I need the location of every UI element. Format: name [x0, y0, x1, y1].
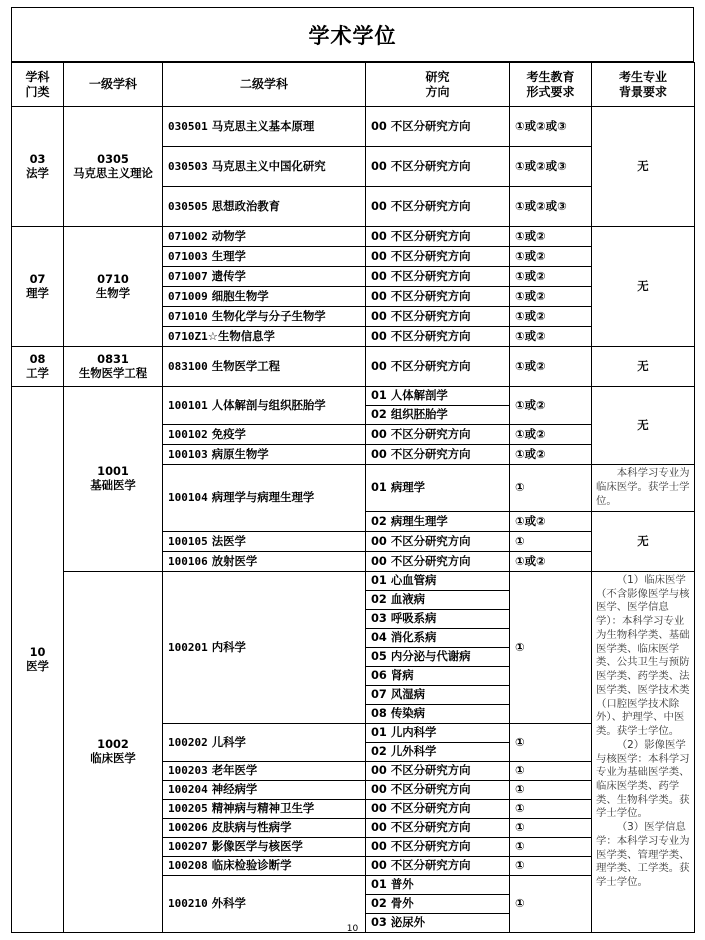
edu-cell: ①或② [510, 267, 592, 287]
edu-cell: ①或② [510, 445, 592, 465]
edu-cell: ①或② [510, 512, 592, 532]
second-discipline-cell: 100204 神经病学 [163, 781, 366, 800]
second-discipline-cell: 100106 放射医学 [163, 552, 366, 572]
bg-cell: 无 [592, 107, 695, 227]
direction-cell: 00 不区分研究方向 [366, 819, 510, 838]
bg-cell: 无 [592, 347, 695, 387]
direction-cell: 00 不区分研究方向 [366, 287, 510, 307]
direction-cell: 01 心血管病 [366, 572, 510, 591]
direction-cell: 00 不区分研究方向 [366, 857, 510, 876]
direction-cell: 00 不区分研究方向 [366, 762, 510, 781]
first-discipline-cell: 0831 生物医学工程 [64, 347, 163, 387]
second-discipline-cell: 100203 老年医学 [163, 762, 366, 781]
header-second: 二级学科 [163, 63, 366, 107]
second-discipline-cell: 100104 病理学与病理生理学 [163, 465, 366, 532]
direction-cell: 00 不区分研究方向 [366, 800, 510, 819]
direction-cell: 07 风湿病 [366, 686, 510, 705]
direction-cell: 00 不区分研究方向 [366, 347, 510, 387]
header-first: 一级学科 [64, 63, 163, 107]
edu-cell: ①或② [510, 287, 592, 307]
edu-cell: ①或② [510, 387, 592, 425]
bg-note-cell: 本科学习专业为临床医学。获学士学位。 [592, 465, 695, 512]
second-discipline-cell: 071010 生物化学与分子生物学 [163, 307, 366, 327]
direction-cell: 00 不区分研究方向 [366, 838, 510, 857]
direction-cell: 00 不区分研究方向 [366, 227, 510, 247]
direction-cell: 01 儿内科学 [366, 724, 510, 743]
direction-cell: 00 不区分研究方向 [366, 445, 510, 465]
second-discipline-cell: 071002 动物学 [163, 227, 366, 247]
table-row [12, 227, 695, 247]
edu-cell: ①或② [510, 307, 592, 327]
second-discipline-cell: 030503 马克思主义中国化研究 [163, 147, 366, 187]
direction-cell: 06 肾病 [366, 667, 510, 686]
edu-cell: ① [510, 876, 592, 933]
header-direction: 研究 方向 [366, 63, 510, 107]
category-cell: 10 医学 [12, 387, 64, 933]
direction-cell: 00 不区分研究方向 [366, 327, 510, 347]
second-discipline-cell: 083100 生物医学工程 [163, 347, 366, 387]
edu-cell: ① [510, 800, 592, 819]
page-number: 10 [346, 924, 359, 934]
direction-cell: 08 传染病 [366, 705, 510, 724]
header-edu: 考生教育 形式要求 [510, 63, 592, 107]
edu-cell: ①或② [510, 227, 592, 247]
direction-cell: 00 不区分研究方向 [366, 781, 510, 800]
edu-cell: ① [510, 857, 592, 876]
edu-cell: ① [510, 532, 592, 552]
edu-cell: ①或② [510, 552, 592, 572]
second-discipline-cell: 100103 病原生物学 [163, 445, 366, 465]
second-discipline-cell: 100208 临床检验诊断学 [163, 857, 366, 876]
direction-cell: 02 儿外科学 [366, 743, 510, 762]
edu-cell: ①或②或③ [510, 147, 592, 187]
edu-cell: ①或② [510, 327, 592, 347]
bg-cell: 无 [592, 387, 695, 465]
direction-cell: 00 不区分研究方向 [366, 187, 510, 227]
direction-cell: 00 不区分研究方向 [366, 107, 510, 147]
direction-cell: 00 不区分研究方向 [366, 147, 510, 187]
second-discipline-cell: 071003 生理学 [163, 247, 366, 267]
direction-cell: 02 骨外 [366, 895, 510, 914]
direction-cell: 00 不区分研究方向 [366, 532, 510, 552]
direction-cell: 00 不区分研究方向 [366, 425, 510, 445]
second-discipline-cell: 100102 免疫学 [163, 425, 366, 445]
first-discipline-cell: 1002 临床医学 [64, 572, 163, 933]
direction-cell: 02 血液病 [366, 591, 510, 610]
direction-cell: 03 呼吸系病 [366, 610, 510, 629]
second-discipline-cell: 030501 马克思主义基本原理 [163, 107, 366, 147]
second-discipline-cell: 100205 精神病与精神卫生学 [163, 800, 366, 819]
edu-cell: ①或② [510, 425, 592, 445]
direction-cell: 00 不区分研究方向 [366, 552, 510, 572]
second-discipline-cell: 100206 皮肤病与性病学 [163, 819, 366, 838]
edu-cell: ① [510, 838, 592, 857]
direction-cell: 00 不区分研究方向 [366, 307, 510, 327]
table-row [12, 347, 695, 387]
second-discipline-cell: 071009 细胞生物学 [163, 287, 366, 307]
edu-cell: ① [510, 819, 592, 838]
header-row [12, 63, 695, 107]
direction-cell: 04 消化系病 [366, 629, 510, 648]
edu-cell: ① [510, 781, 592, 800]
category-cell: 08 工学 [12, 347, 64, 387]
edu-cell: ① [510, 465, 592, 512]
direction-cell: 02 病理生理学 [366, 512, 510, 532]
first-discipline-cell: 0305 马克思主义理论 [64, 107, 163, 227]
edu-cell: ①或②或③ [510, 187, 592, 227]
direction-cell: 05 内分泌与代谢病 [366, 648, 510, 667]
edu-cell: ①或②或③ [510, 107, 592, 147]
edu-cell: ①或② [510, 247, 592, 267]
discipline-table [11, 62, 695, 933]
edu-cell: ①或② [510, 347, 592, 387]
table-row [12, 387, 695, 406]
header-bg: 考生专业 背景要求 [592, 63, 695, 107]
second-discipline-cell: 100105 法医学 [163, 532, 366, 552]
edu-cell: ① [510, 572, 592, 724]
table-row [12, 572, 695, 591]
direction-cell: 00 不区分研究方向 [366, 247, 510, 267]
table-row [12, 107, 695, 147]
category-cell: 03 法学 [12, 107, 64, 227]
second-discipline-cell: 100207 影像医学与核医学 [163, 838, 366, 857]
direction-cell: 03 泌尿外 [366, 914, 510, 933]
second-discipline-cell: 100210 外科学 [163, 876, 366, 933]
first-discipline-cell: 0710 生物学 [64, 227, 163, 347]
direction-cell: 02 组织胚胎学 [366, 406, 510, 425]
second-discipline-cell: 100201 内科学 [163, 572, 366, 724]
header-category: 学科 门类 [12, 63, 64, 107]
edu-cell: ① [510, 724, 592, 762]
category-cell: 07 理学 [12, 227, 64, 347]
direction-cell: 01 普外 [366, 876, 510, 895]
edu-cell: ① [510, 762, 592, 781]
direction-cell: 01 病理学 [366, 465, 510, 512]
second-discipline-cell: 100101 人体解剖与组织胚胎学 [163, 387, 366, 425]
second-discipline-cell: 0710Z1☆生物信息学 [163, 327, 366, 347]
direction-cell: 01 人体解剖学 [366, 387, 510, 406]
bg-cell: 无 [592, 512, 695, 572]
table-title: 学术学位 [11, 7, 694, 62]
first-discipline-cell: 1001 基础医学 [64, 387, 163, 572]
second-discipline-cell: 030505 思想政治教育 [163, 187, 366, 227]
second-discipline-cell: 071007 遗传学 [163, 267, 366, 287]
bg-cell: 无 [592, 227, 695, 347]
second-discipline-cell: 100202 儿科学 [163, 724, 366, 762]
direction-cell: 00 不区分研究方向 [366, 267, 510, 287]
bg-note-cell: （1）临床医学（不含影像医学与核医学、医学信息学）：本科学习专业为生物科学类、基础医学类、临床医学类、公共卫生与预防医学类、药学类、法医学类、医学技术类（口腔医学技术除外）、护理学、中医类。获学士学位。 （2）影像医学与核医学：本科学习专业为基础医学类、临床医学类、药学类、生物科学类。获学士学位。 （3）医学信息学：本科学习专业为医学类、管理学类、理学类、工学类。获学士学位。 [592, 572, 695, 933]
